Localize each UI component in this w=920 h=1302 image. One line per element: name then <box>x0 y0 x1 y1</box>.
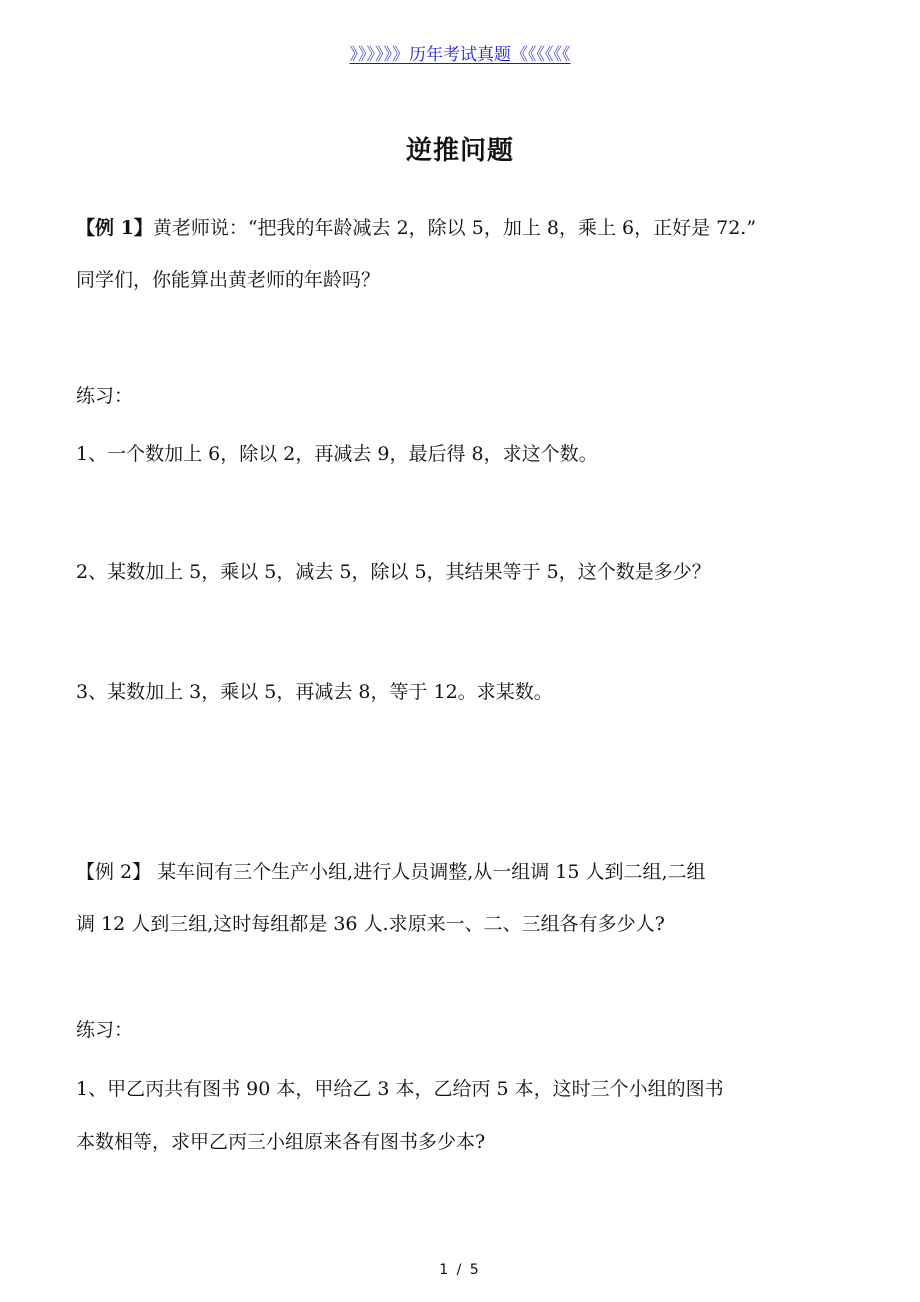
practice1-item-2: 2、某数加上 5，乘以 5，减去 5，除以 5，其结果等于 5，这个数是多少？ <box>76 561 711 583</box>
practice2-item1-line1: 1、甲乙丙共有图书 90 本，甲给乙 3 本，乙给丙 5 本，这时三个小组的图书 <box>76 1078 724 1100</box>
page-number: 1 / 5 <box>439 1262 481 1278</box>
practice1-heading: 练习： <box>76 385 134 407</box>
example1-line2: 同学们，你能算出黄老师的年龄吗？ <box>76 269 381 291</box>
example1-line1 <box>76 216 756 240</box>
example1-text-line1: 黄老师说：“把我的年龄减去 2，除以 5，加上 8，乘上 6，正好是 72.” <box>152 217 757 239</box>
practice2-heading: 练习： <box>76 1019 134 1041</box>
header-exam-link[interactable]: 》》》》》》历年考试真题《《《《《《 <box>349 45 571 65</box>
practice2-item1-line2: 本数相等，求甲乙丙三小组原来各有图书多少本? <box>76 1131 486 1153</box>
practice1-item-3: 3、某数加上 3，乘以 5，再减去 8，等于 12。求某数。 <box>76 681 553 703</box>
example2-text-line1: 某车间有三个生产小组,进行人员调整,从一组调 15 人到二组,二组 <box>151 861 706 883</box>
example2-line1 <box>76 860 706 884</box>
practice1-item-1: 1、一个数加上 6，除以 2，再减去 9，最后得 8，求这个数。 <box>76 443 598 465</box>
example1-tag: 【例 1】 <box>76 217 153 239</box>
example2-tag: 【例 2】 <box>76 861 152 883</box>
example2-line2: 调 12 人到三组,这时每组都是 36 人.求原来一、二、三组各有多少人? <box>76 913 665 935</box>
page-title: 逆推问题 <box>405 136 514 166</box>
